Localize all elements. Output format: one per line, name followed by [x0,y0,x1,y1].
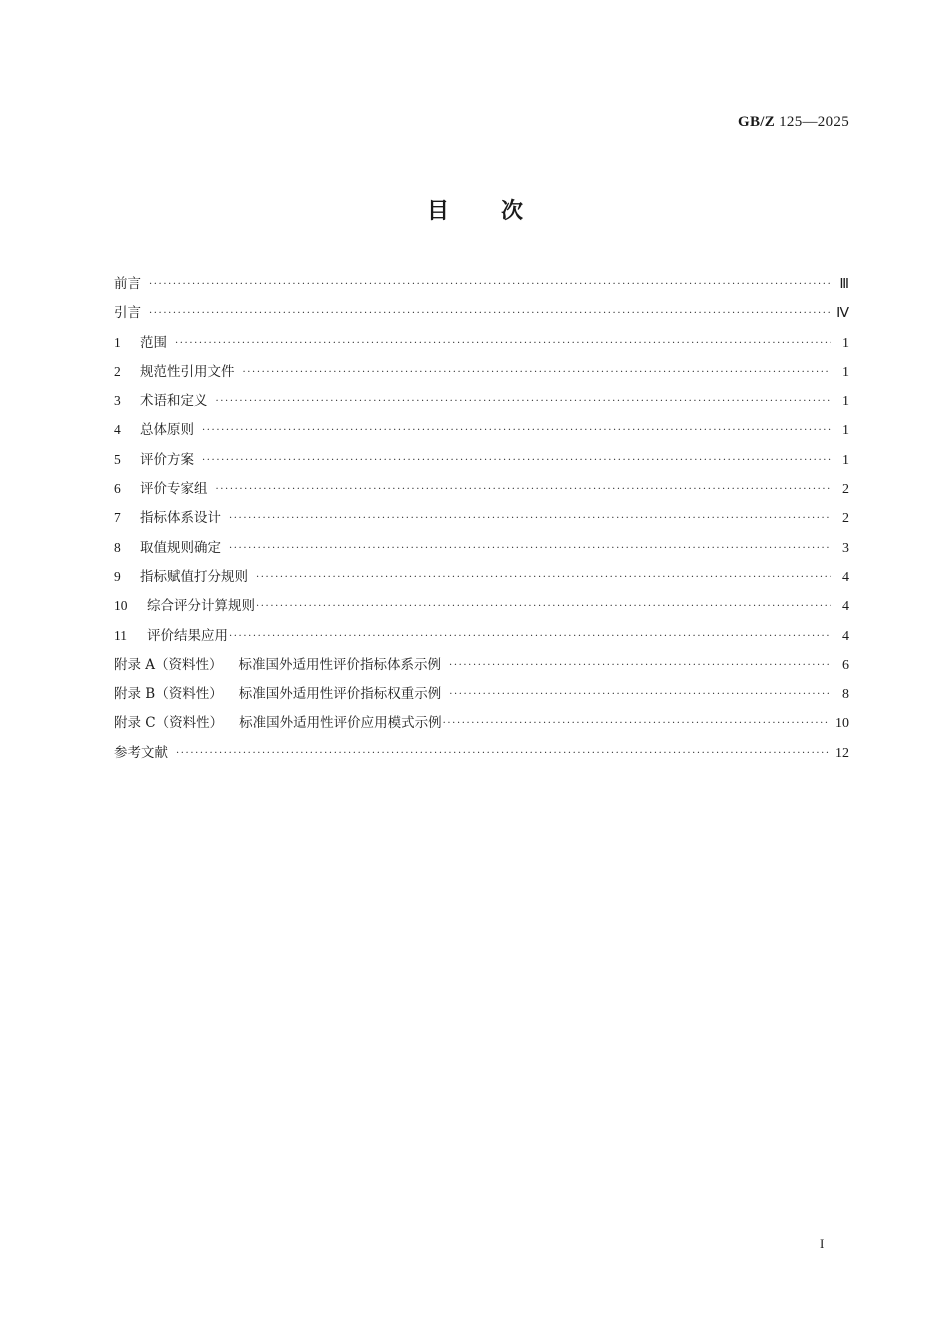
table-of-contents [114,270,849,768]
toc-leader [229,534,831,563]
toc-label: 指标体系设计 [140,510,221,527]
toc-page: 4 [842,599,849,615]
toc-label: 标准国外适用性评价应用模式示例 [239,715,442,732]
standard-number: 125—2025 [779,114,849,130]
toc-page: Ⅲ [839,277,849,292]
toc-page: 3 [842,540,849,556]
toc-label: 取值规则确定 [140,539,221,556]
toc-label: 综合评分计算规则 [147,598,255,615]
toc-leader [229,504,831,533]
toc-entry-bibliography[interactable] [114,739,849,768]
page-title: 目次 [426,199,575,224]
toc-label: 评价专家组 [140,481,208,498]
toc-leader [216,387,832,416]
toc-entry-8[interactable] [114,534,849,563]
toc-number: 7 [114,510,121,526]
toc-entry-7[interactable] [114,504,849,533]
toc-entry-annex-b[interactable] [114,680,849,709]
toc-page: 1 [842,394,849,410]
toc-number: 附录 A（资料性） [114,656,223,673]
toc-number: 11 [114,627,127,643]
toc-entry-foreword[interactable] [114,270,849,299]
toc-page: 12 [835,745,849,761]
toc-leader [449,651,831,680]
toc-label: 总体原则 [140,422,194,439]
toc-leader [216,475,832,504]
toc-entry-11[interactable] [114,622,849,651]
toc-page: 1 [842,364,849,380]
toc-number: 3 [114,393,121,409]
toc-leader [443,709,829,738]
toc-label: 评价方案 [140,451,194,468]
toc-leader [176,739,829,768]
toc-leader [449,680,831,709]
toc-page: 4 [842,569,849,585]
toc-label: 标准国外适用性评价指标权重示例 [238,686,442,703]
standard-prefix: GB/Z [737,114,776,130]
toc-number: 10 [114,598,128,614]
toc-entry-annex-c[interactable] [114,709,849,738]
toc-label: 引言 [114,305,141,322]
toc-entry-2[interactable] [114,358,849,387]
toc-page: 6 [842,657,849,673]
toc-leader [202,416,831,445]
toc-page: 2 [842,511,849,527]
toc-label: 标准国外适用性评价指标体系示例 [238,656,442,673]
toc-number: 2 [114,363,121,379]
toc-page: 10 [835,716,849,732]
toc-page: Ⅳ [836,306,849,322]
toc-label: 指标赋值打分规则 [140,568,248,585]
toc-leader [256,563,831,592]
page-number: I [820,1236,825,1251]
toc-entry-introduction[interactable] [114,299,849,328]
toc-leader [149,270,831,299]
toc-label: 规范性引用文件 [140,363,235,380]
toc-label: 范围 [140,334,167,351]
toc-number: 6 [114,481,121,497]
toc-label: 术语和定义 [140,393,208,410]
toc-number: 5 [114,451,121,467]
toc-page: 4 [842,628,849,644]
toc-entry-1[interactable] [114,329,849,358]
toc-page: 1 [842,335,849,351]
toc-leader [202,446,831,475]
toc-number: 附录 B（资料性） [114,686,223,703]
toc-number: 9 [114,568,121,584]
toc-entry-9[interactable] [114,563,849,592]
toc-page: 2 [842,482,849,498]
toc-label: 评价结果应用 [147,627,228,644]
toc-leader [229,622,831,651]
toc-number: 4 [114,422,121,438]
toc-entry-4[interactable] [114,416,849,445]
standard-code [738,114,849,131]
toc-number: 1 [114,334,121,350]
toc-label: 前言 [114,276,141,292]
toc-entry-3[interactable] [114,387,849,416]
toc-entry-annex-a[interactable] [114,651,849,680]
toc-leader [256,592,831,621]
toc-page: 1 [842,423,849,439]
toc-entry-5[interactable] [114,446,849,475]
toc-page: 1 [842,452,849,468]
toc-number: 附录 C（资料性） [114,715,224,732]
toc-entry-10[interactable] [114,592,849,621]
toc-page: 8 [842,687,849,703]
toc-leader [175,329,831,358]
toc-leader [243,358,832,387]
toc-number: 8 [114,539,121,555]
toc-label: 参考文献 [114,744,168,761]
toc-leader [149,299,830,328]
toc-entry-6[interactable] [114,475,849,504]
